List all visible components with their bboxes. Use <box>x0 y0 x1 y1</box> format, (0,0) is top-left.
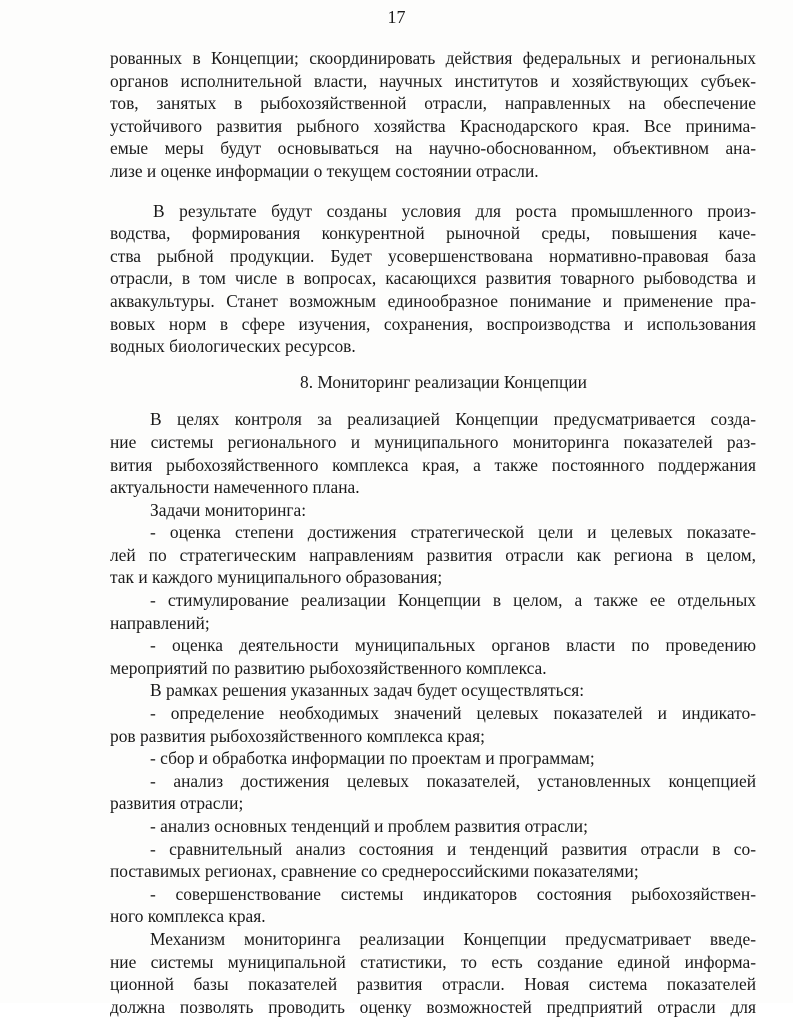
text-line: вовых норм в сфере изучения, сохранения, воспроизводства и использования <box>110 313 756 334</box>
text-line: В результате будут созданы условия для роста промышленного произ- <box>153 200 756 221</box>
text-line: вития рыбохозяйственного комплекса края, а также постоянного поддержания <box>110 454 756 475</box>
paragraph-gap <box>110 183 756 200</box>
list-item-line: - совершенствование системы индикаторов состояния рыбохозяйствен- <box>150 883 756 904</box>
text-line: водства, формирования конкурентной рыночной среды, повышения каче- <box>110 223 756 244</box>
page-number: 17 <box>387 7 406 27</box>
page-body <box>110 47 756 1018</box>
text-line: В рамках решения указанных задач будет осуществляться: <box>150 680 585 701</box>
list-item-line: - анализ достижения целевых показателей, установленных концепцией <box>150 770 756 791</box>
text-line: Задачи мониторинга: <box>150 499 307 520</box>
list-item-line: - стимулирование реализации Концепции в целом, а также ее отдельных <box>150 590 756 611</box>
list-item-line: - сравнительный анализ состояния и тенденций развития отрасли в со- <box>150 838 756 859</box>
heading-gap <box>110 358 756 371</box>
list-item-line: - сбор и обработка информации по проектам и программам; <box>150 748 595 769</box>
text-line: направлений; <box>110 612 210 633</box>
section-body <box>110 408 756 1018</box>
text-line: развития отрасли; <box>110 793 244 814</box>
text-line: емые меры будут основываться на научно-обоснованном, объективном ана- <box>110 138 756 159</box>
text-line: устойчивого развития рыбного хозяйства Краснодарского края. Все принима- <box>110 115 756 136</box>
text-line: Механизм мониторинга реализации Концепции предусматривает введе- <box>150 928 756 949</box>
text-line: должна позволять проводить оценку возможностей предприятий отрасли для <box>110 996 756 1017</box>
list-item-line: - определение необходимых значений целевых показателей и индикато- <box>150 703 756 724</box>
list-item-line: - оценка степени достижения стратегической цели и целевых показате- <box>150 522 756 543</box>
text-line: ного комплекса края. <box>110 906 266 927</box>
list-item-line: - анализ основных тенденций и проблем развития отрасли; <box>150 816 588 836</box>
list-item-line: - оценка деятельности муниципальных органов власти по проведению <box>150 635 756 656</box>
text-line: тов, занятых в рыбохозяйственной отрасли, направленных на обеспечение <box>110 93 756 114</box>
text-line: аквакультуры. Станет возможным единообразное понимание и применение пра- <box>110 290 756 311</box>
text-line: ние системы регионального и муниципального мониторинга показателей раз- <box>110 431 756 452</box>
text-line: лизе и оценке информации о текущем состоянии отрасли. <box>110 160 539 181</box>
text-line: органов исполнительной власти, научных институтов и хозяйствующих субъек- <box>110 70 756 91</box>
paragraph-1 <box>110 47 756 183</box>
heading-gap <box>110 393 756 408</box>
text-line: поставимых регионах, сравнение со среднероссийскими показателями; <box>110 861 639 882</box>
text-line: рованных в Концепции; скоординировать действия федеральных и региональных <box>110 48 756 68</box>
text-line: лей по стратегическим направлениям развития отрасли как региона в целом, <box>110 544 756 565</box>
text-line: отрасли, в том числе в вопросах, касающихся развития товарного рыбоводства и <box>110 268 756 289</box>
text-line: ние системы муниципальной статистики, то есть создание единой информа- <box>110 951 756 972</box>
text-line: так и каждого муниципального образования; <box>110 567 443 588</box>
text-line: водных биологических ресурсов. <box>110 336 356 357</box>
paragraph-2 <box>110 200 756 358</box>
text-line: мероприятий по развитию рыбохозяйственного комплекса. <box>110 657 547 678</box>
text-line: В целях контроля за реализацией Концепции предусматривается созда- <box>150 409 756 430</box>
text-line: актуальности намеченного плана. <box>110 477 360 498</box>
text-line: ров развития рыбохозяйственного комплекса края; <box>110 725 485 746</box>
text-line: ционной базы показателей развития отрасли. Новая система показателей <box>110 974 756 995</box>
section-heading: 8. Мониторинг реализации Концепции <box>300 371 587 392</box>
text-line: ства рыбной продукции. Будет усовершенствована нормативно-правовая база <box>110 245 756 266</box>
